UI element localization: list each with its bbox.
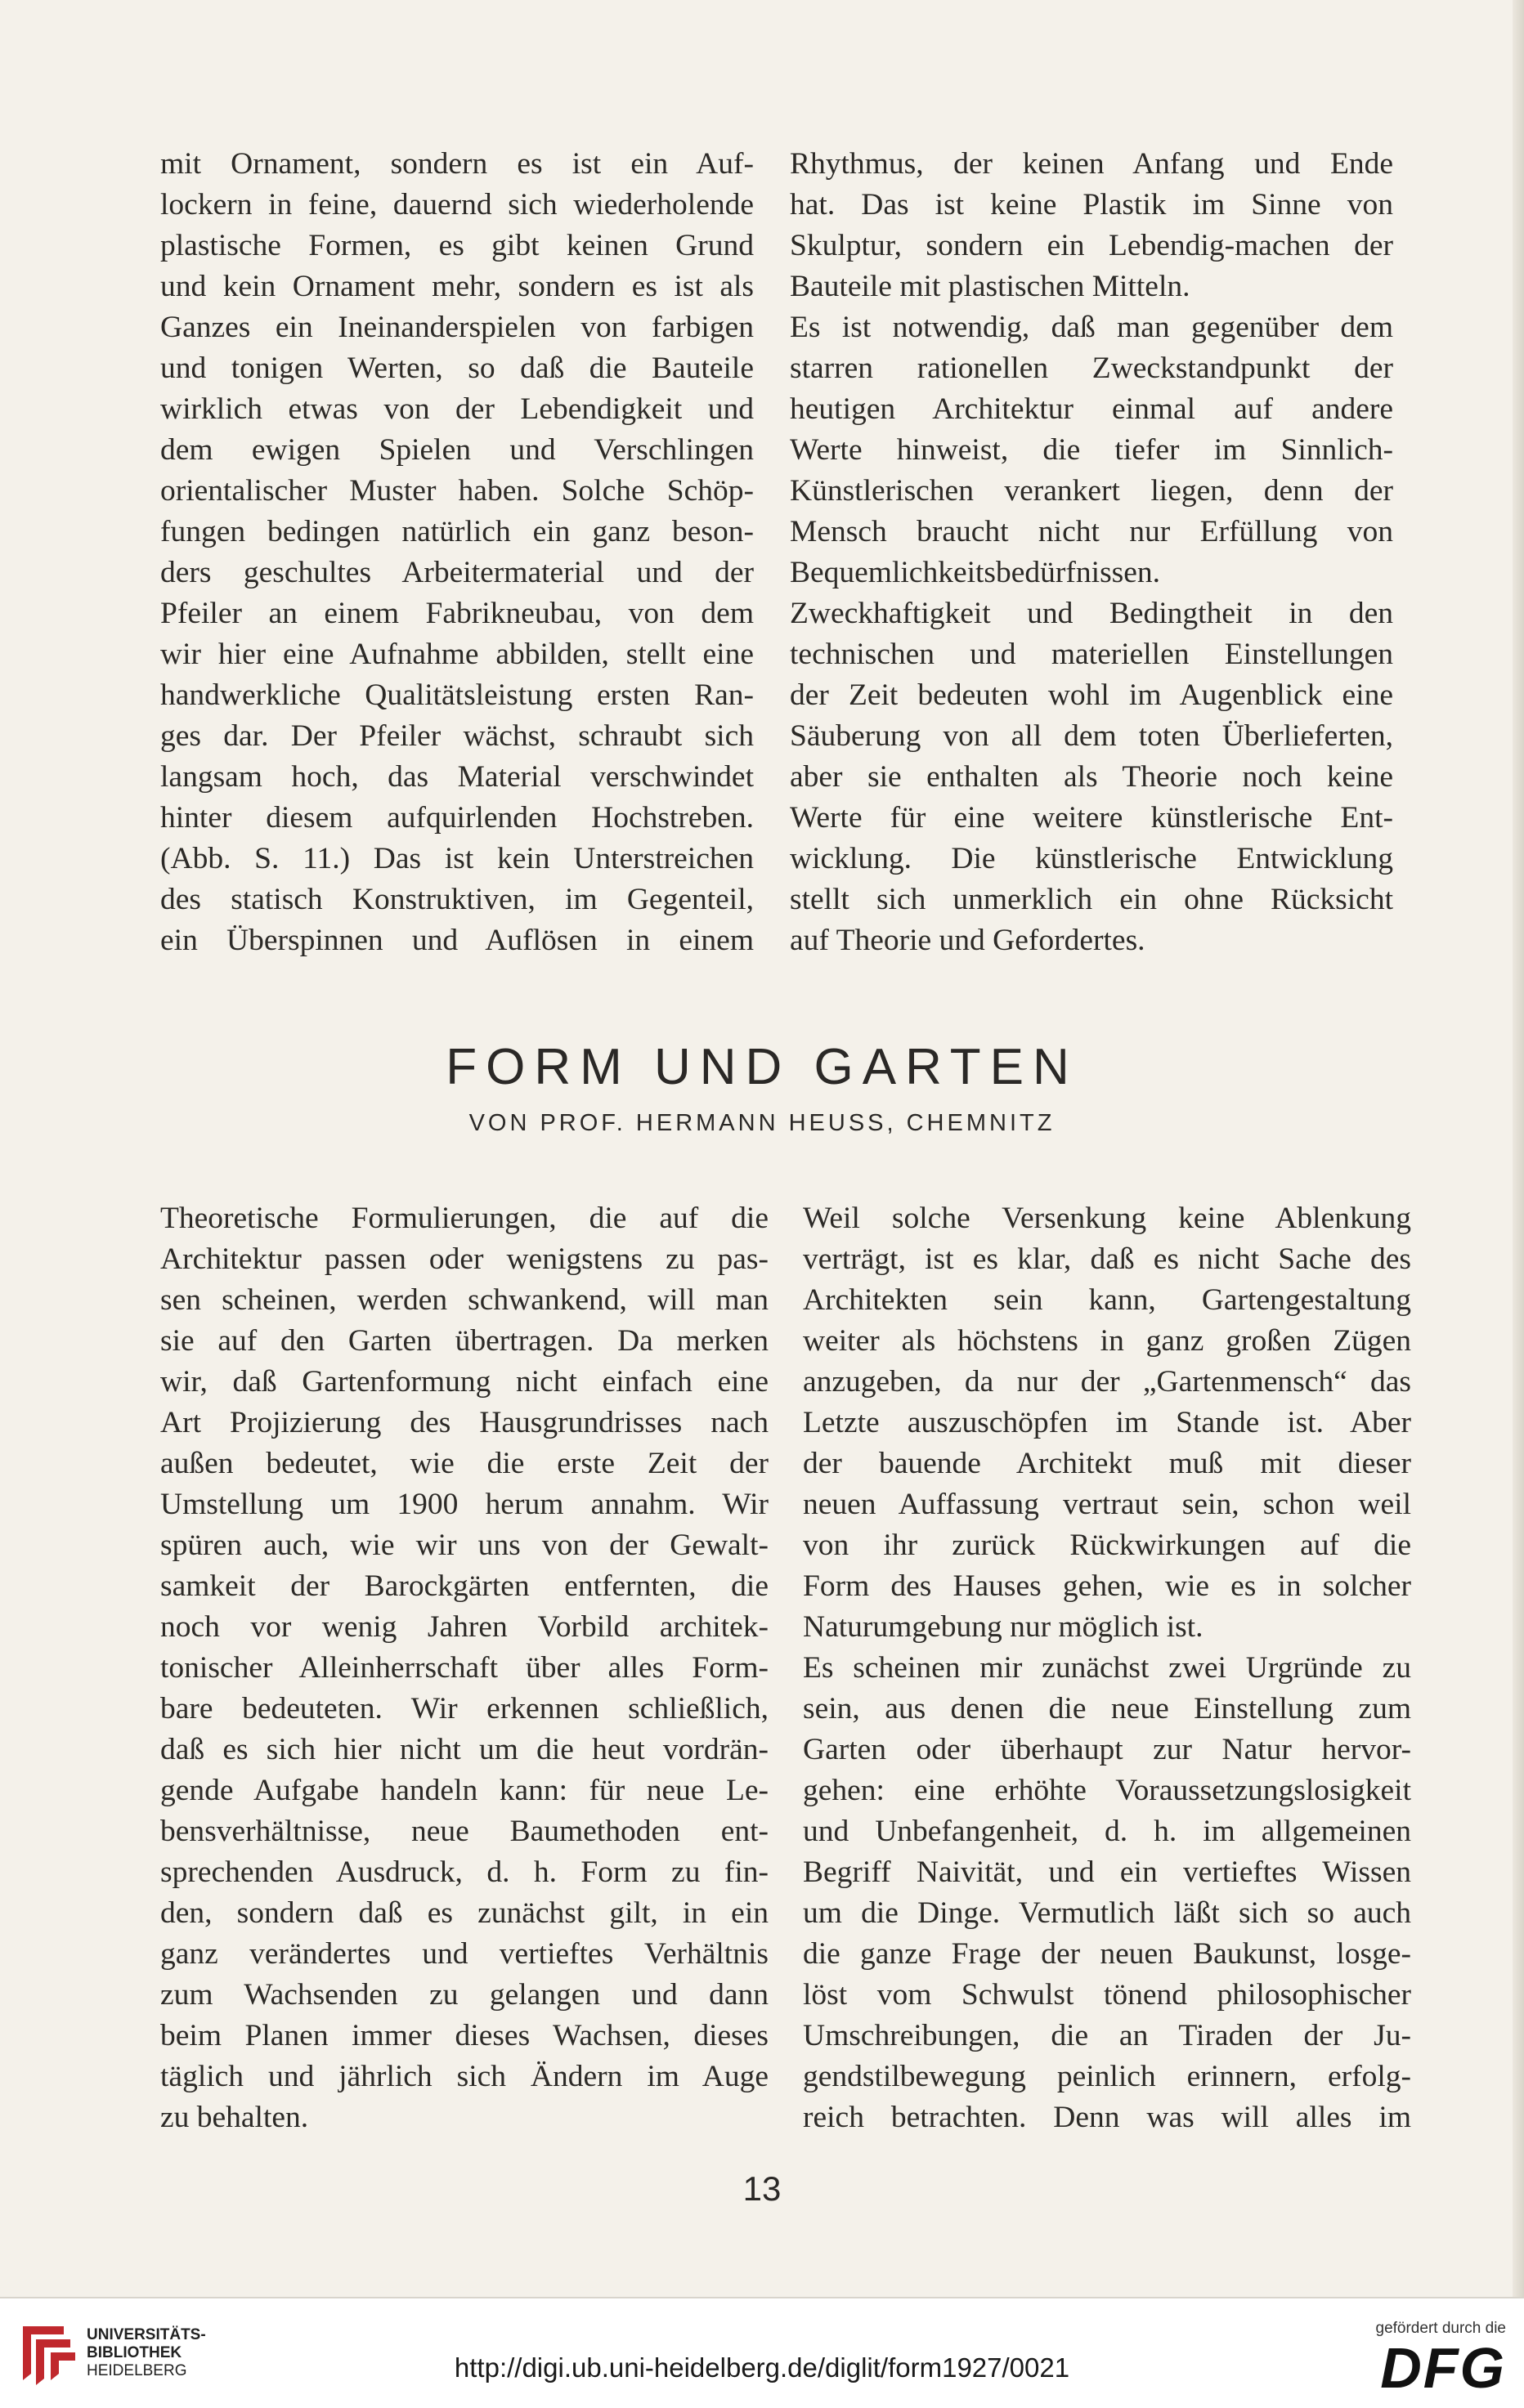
text-line: und kein Ornament mehr, sondern es ist als (160, 270, 754, 303)
text-line: samkeit der Barockgärten entfernten, die (160, 1569, 769, 1603)
text-line: aber sie enthalten als Theorie noch keine (790, 760, 1393, 794)
footer-divider (0, 2297, 1524, 2298)
library-name-line: BIBLIOTHEK (87, 2344, 182, 2361)
text-line: langsam hoch, das Material verschwindet (160, 760, 754, 794)
text-line: auf Theorie und Gefordertes. (790, 924, 1145, 957)
text-line: Bequemlichkeitsbedürfnissen. (790, 556, 1161, 589)
page-number: 13 (742, 2169, 782, 2208)
text-line: Letzte auszuschöpfen im Stande ist. Aber (803, 1406, 1411, 1439)
text-line: (Abb. S. 11.) Das ist kein Unterstreichen (160, 842, 754, 875)
text-line: Mensch braucht nicht nur Erfüllung von (790, 515, 1393, 548)
text-line: wirklich etwas von der Lebendigkeit und (160, 392, 754, 426)
text-line: der bauende Architekt muß mit dieser (803, 1447, 1411, 1480)
text-line: Pfeiler an einem Fabrikneubau, von dem (160, 597, 754, 630)
text-line: tonischer Alleinherrschaft über alles Form- (160, 1651, 769, 1685)
text-line: verträgt, ist es klar, daß es nicht Sache des (803, 1242, 1411, 1276)
text-line: weiter als höchstens in ganz großen Zügen (803, 1324, 1411, 1358)
text-line: ganz verändertes und vertieftes Verhältnis (160, 1937, 769, 1971)
text-line: Werte für eine weitere künstlerische Ent- (790, 801, 1393, 835)
text-line: plastische Formen, es gibt keinen Grund (160, 229, 754, 262)
text-line: täglich und jährlich sich Ändern im Auge (160, 2060, 769, 2093)
text-line: Umstellung um 1900 herum annahm. Wir (160, 1488, 769, 1521)
text-line: starren rationellen Zweckstandpunkt der (790, 351, 1393, 385)
text-line: außen bedeutet, wie die erste Zeit der (160, 1447, 769, 1480)
text-line: Umschreibungen, die an Tiraden der Ju- (803, 2019, 1411, 2052)
text-line: mit Ornament, sondern es ist ein Auf- (160, 147, 754, 181)
text-line: ges dar. Der Pfeiler wächst, schraubt sich (160, 719, 754, 753)
text-line: wir, daß Gartenformung nicht einfach eine (160, 1365, 769, 1399)
text-column-top-left (160, 144, 754, 961)
text-line: anzugeben, da nur der „Gartenmensch“ das (803, 1365, 1411, 1399)
text-line: daß es sich hier nicht um die heut vordrän- (160, 1733, 769, 1766)
text-column-bottom-left (160, 1198, 769, 2138)
text-line: gendstilbewegung peinlich erinnern, erfolg- (803, 2060, 1411, 2093)
source-url-link[interactable]: http://digi.ub.uni-heidelberg.de/diglit/form1927/0021 (454, 2352, 1070, 2383)
text-line: und Unbefangenheit, d. h. im allgemeinen (803, 1815, 1411, 1848)
text-line: ders geschultes Arbeitermaterial und der (160, 556, 754, 589)
text-line: Art Projizierung des Hausgrundrisses nach (160, 1406, 769, 1439)
text-line: den, sondern daß es zunächst gilt, in ein (160, 1896, 769, 1930)
text-line: Naturumgebung nur möglich ist. (803, 1610, 1204, 1644)
text-line: beim Planen immer dieses Wachsen, dieses (160, 2019, 769, 2052)
text-line: Es ist notwendig, daß man gegenüber dem (790, 311, 1393, 344)
text-line: zum Wachsenden zu gelangen und dann (160, 1978, 769, 2012)
text-line: hinter diesem aufquirlenden Hochstreben. (160, 801, 754, 835)
text-line: Zweckhaftigkeit und Bedingtheit in den (790, 597, 1393, 630)
text-line: Begriff Naivität, und ein vertieftes Wissen (803, 1855, 1411, 1889)
page-edge-shadow (1513, 0, 1524, 2297)
text-line: stellt sich unmerklich ein ohne Rücksicht (790, 883, 1393, 916)
text-line: Es scheinen mir zunächst zwei Urgründe zu (803, 1651, 1411, 1685)
text-line: Künstlerischen verankert liegen, denn der (790, 474, 1393, 508)
library-name-line: HEIDELBERG (87, 2362, 187, 2379)
text-line: gende Aufgabe handeln kann: für neue Le- (160, 1774, 769, 1807)
text-line: Form des Hauses gehen, wie es in solcher (803, 1569, 1411, 1603)
text-line: des statisch Konstruktiven, im Gegenteil, (160, 883, 754, 916)
text-line: dem ewigen Spielen und Verschlingen (160, 433, 754, 467)
text-line: um die Dinge. Vermutlich läßt sich so auch (803, 1896, 1411, 1930)
text-line: Garten oder überhaupt zur Natur hervor- (803, 1733, 1411, 1766)
text-line: noch vor wenig Jahren Vorbild architek- (160, 1610, 769, 1644)
dfg-logo: DFG (1380, 2336, 1506, 2400)
text-column-top-right (790, 144, 1393, 961)
text-line: Rhythmus, der keinen Anfang und Ende (790, 147, 1393, 181)
text-line: sprechenden Ausdruck, d. h. Form zu fin- (160, 1855, 769, 1889)
text-line: und tonigen Werten, so daß die Bauteile (160, 351, 754, 385)
text-line: ein Überspinnen und Auflösen in einem (160, 924, 754, 957)
text-line: Architektur passen oder wenigstens zu pas- (160, 1242, 769, 1276)
library-name-line: UNIVERSITÄTS- (87, 2326, 206, 2343)
text-line: lockern in feine, dauernd sich wiederholende (160, 188, 754, 222)
text-line: reich betrachten. Denn was will alles im (803, 2101, 1411, 2134)
text-line: gehen: eine erhöhte Voraussetzungslosigkeit (803, 1774, 1411, 1807)
text-line: Skulptur, sondern ein Lebendig-machen der (790, 229, 1393, 262)
text-line: bare bedeuteten. Wir erkennen schließlich, (160, 1692, 769, 1725)
text-line: Werte hinweist, die tiefer im Sinnlich- (790, 433, 1393, 467)
text-line: bensverhältnisse, neue Baumethoden ent- (160, 1815, 769, 1848)
funding-label: gefördert durch die (1375, 2320, 1506, 2337)
text-line: neuen Auffassung vertraut sein, schon weil (803, 1488, 1411, 1521)
text-line: orientalischer Muster haben. Solche Schöp- (160, 474, 754, 508)
text-line: sein, aus denen die neue Einstellung zum (803, 1692, 1411, 1725)
text-line: sie auf den Garten übertragen. Da merken (160, 1324, 769, 1358)
text-line: handwerkliche Qualitätsleistung ersten Ran- (160, 678, 754, 712)
text-line: von ihr zurück Rückwirkungen auf die (803, 1528, 1411, 1562)
text-line: technischen und materiellen Einstellungen (790, 638, 1393, 671)
text-line: Weil solche Versenkung keine Ablenkung (803, 1202, 1411, 1235)
text-line: heutigen Architektur einmal auf andere (790, 392, 1393, 426)
text-line: Säuberung von all dem toten Überlieferten, (790, 719, 1393, 753)
text-line: die ganze Frage der neuen Baukunst, losge- (803, 1937, 1411, 1971)
text-line: fungen bedingen natürlich ein ganz beson- (160, 515, 754, 548)
text-line: Theoretische Formulierungen, die auf die (160, 1202, 769, 1235)
text-line: Architekten sein kann, Gartengestaltung (803, 1283, 1411, 1317)
text-line: wir hier eine Aufnahme abbilden, stellt eine (160, 638, 754, 671)
text-line: hat. Das ist keine Plastik im Sinne von (790, 188, 1393, 222)
text-line: sen scheinen, werden schwankend, will man (160, 1283, 769, 1317)
text-line: zu behalten. (160, 2101, 309, 2134)
text-column-bottom-right (803, 1198, 1411, 2138)
text-line: spüren auch, wie wir uns von der Gewalt- (160, 1528, 769, 1562)
text-line: Bauteile mit plastischen Mitteln. (790, 270, 1190, 303)
article-byline: VON PROF. HERMANN HEUSS, CHEMNITZ (468, 1110, 1056, 1136)
text-line: löst vom Schwulst tönend philosophischer (803, 1978, 1411, 2012)
article-title: FORM UND GARTEN (446, 1039, 1078, 1095)
text-line: wicklung. Die künstlerische Entwicklung (790, 842, 1393, 875)
text-line: Ganzes ein Ineinanderspielen von farbigen (160, 311, 754, 344)
text-line: der Zeit bedeuten wohl im Augenblick eine (790, 678, 1393, 712)
